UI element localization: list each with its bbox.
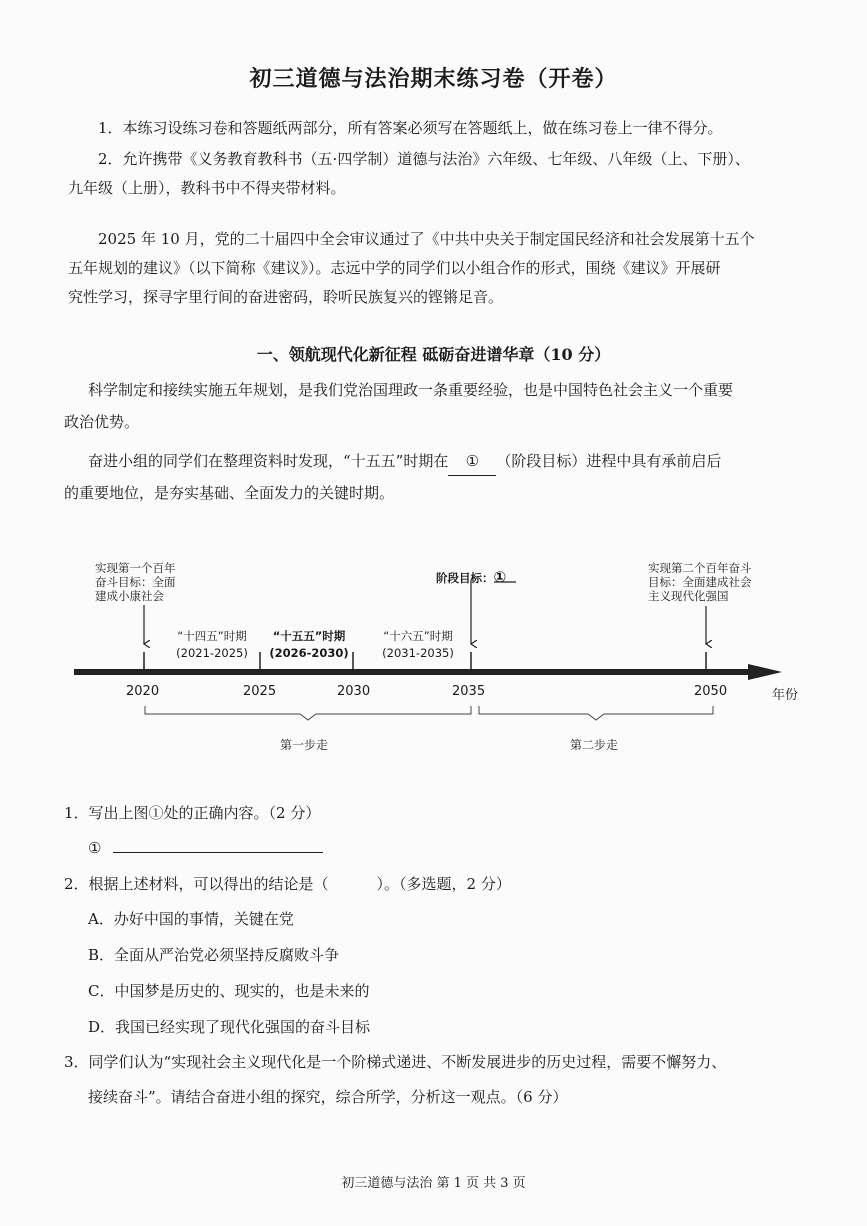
goal1-label	[95, 561, 176, 603]
year-2030: 2030	[337, 684, 371, 699]
brace-step1	[145, 706, 471, 720]
section-para2-line1	[88, 447, 721, 476]
period-15-years: (2026-2030)	[269, 646, 349, 660]
note-1: 1．本练习设练习卷和答题纸两部分，所有答案必须写在答题纸上，做在练习卷上一律不得分。	[98, 119, 723, 137]
question-3-line1: 3．同学们认为“实现社会主义现代化是一个阶梯式递进、不断发展进步的历史过程，需要不懈努力、	[64, 1053, 727, 1071]
page-title: 初三道德与法治期末练习卷（开卷）	[249, 66, 618, 92]
step2-label: 第二步走	[570, 738, 619, 752]
page-footer: 初三道德与法治 第 1 页 共 3 页	[341, 1176, 526, 1191]
year-2035: 2035	[452, 684, 486, 699]
section-para2-line2: 的重要地位，是夯实基础、全面发力的关键时期。	[64, 484, 395, 502]
goal1-line2: 奋斗目标：全面	[95, 575, 176, 589]
answer-mark-1: ①	[88, 839, 102, 857]
intro-line-3: 究性学习，探寻字里行间的奋进密码，聆听民族复兴的铿锵足音。	[68, 288, 504, 306]
para2-text-a: 奋进小组的同学们在整理资料时发现，“十五五”时期在	[88, 452, 449, 470]
intro-line-1: 2025 年 10 月，党的二十届四中全会审议通过了《中共中央关于制定国民经济和社会发展第十五个	[98, 230, 755, 248]
year-2050: 2050	[694, 684, 728, 699]
question-2	[64, 870, 511, 898]
period-16	[370, 629, 466, 660]
period-14	[164, 629, 260, 660]
brace-step2	[479, 706, 713, 720]
period-15	[264, 629, 354, 660]
period-16-years: (2031-2035)	[382, 646, 454, 660]
period-14-years: (2021-2025)	[176, 646, 248, 660]
period-15-name: “十五五”时期	[272, 629, 346, 643]
section-heading: 一、领航现代化新征程 砥砺奋进谱华章（10 分）	[256, 345, 611, 364]
para2-text-b: （阶段目标）进程中具有承前启后	[496, 452, 722, 470]
section-para1-line1: 科学制定和接续实施五年规划，是我们党治国理政一条重要经验，也是中国特色社会主义一个重要	[88, 381, 734, 399]
note-2-cont: 九年级（上册），教科书中不得夹带材料。	[68, 179, 346, 197]
stage-goal-mark: ①	[493, 568, 507, 586]
option-c: C．中国梦是历史的、现实的，也是未来的	[88, 982, 370, 1000]
goal1-line3: 建成小康社会	[95, 589, 164, 603]
timeline-arrowhead	[748, 664, 782, 680]
goal2-label	[648, 561, 752, 603]
intro-line-2: 五年规划的建议》（以下简称《建议》）。志远中学的同学们以小组合作的形式，围绕《建议》开展研	[68, 259, 721, 277]
fill-blank-1: ①	[448, 447, 496, 476]
year-2025: 2025	[243, 684, 277, 699]
question-1: 1．写出上图①处的正确内容。（2 分）	[64, 804, 321, 822]
goal2-line1: 实现第二个百年奋斗	[648, 561, 752, 575]
question-2-text-b: ）。（多选题，2 分）	[376, 875, 511, 893]
question-3-line2: 接续奋斗”。请结合奋进小组的探究，综合所学，分析这一观点。（6 分）	[88, 1088, 568, 1106]
option-d: D．我国已经实现了现代化强国的奋斗目标	[88, 1018, 371, 1036]
stage-goal-label	[436, 570, 506, 585]
answer-line-1	[113, 838, 323, 853]
goal2-line3: 主义现代化强国	[648, 589, 729, 603]
note-2: 2．允许携带《义务教育教科书（五·四学制）道德与法治》六年级、七年级、八年级（上、下册）、	[98, 150, 750, 168]
option-a: A．办好中国的事情，关键在党	[88, 910, 294, 928]
option-b: B．全面从严治党必须坚持反腐败斗争	[88, 946, 340, 964]
year-2020: 2020	[126, 684, 160, 699]
goal2-line2: 目标：全面建成社会	[648, 575, 752, 589]
step1-label: 第一步走	[280, 738, 329, 752]
question-1-answer	[88, 834, 323, 862]
section-para1-line2: 政治优势。	[64, 413, 140, 431]
axis-label: 年份	[772, 688, 799, 703]
stage-goal-text: 阶段目标：	[436, 571, 494, 585]
period-14-name: “十四五”时期	[177, 629, 247, 643]
question-2-text-a: 2．根据上述材料，可以得出的结论是（	[64, 875, 329, 893]
goal1-line1: 实现第一个百年	[95, 561, 176, 575]
period-16-name: “十六五”时期	[383, 629, 453, 643]
